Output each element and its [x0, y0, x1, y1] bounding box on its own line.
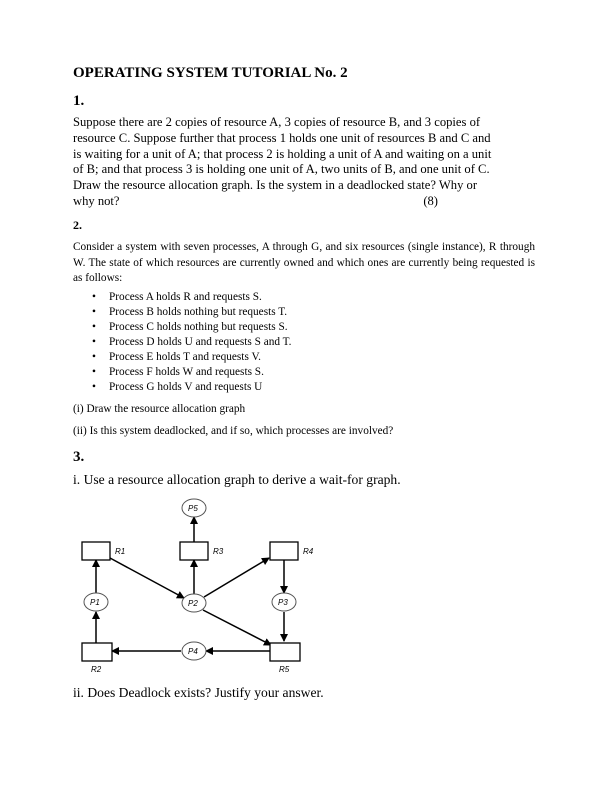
- process-label-p3: P3: [278, 598, 288, 607]
- process-label-p4: P4: [188, 647, 198, 656]
- question-3-number: 3.: [73, 449, 85, 465]
- resource-label-r4: R4: [303, 547, 314, 556]
- question-3-part-ii: ii. Does Deadlock exists? Justify your answer.: [73, 685, 324, 700]
- list-item: • Process G holds V and requests U: [92, 380, 292, 395]
- list-item: • Process D holds U and requests S and T.: [92, 335, 292, 350]
- list-item: • Process A holds R and requests S.: [92, 290, 292, 305]
- question-1-number: 1.: [73, 93, 85, 109]
- list-item: • Process E holds T and requests V.: [92, 350, 292, 365]
- list-item: • Process F holds W and requests S.: [92, 365, 292, 380]
- resource-r1-box: [82, 542, 110, 560]
- process-label-p1: P1: [90, 598, 100, 607]
- question-2-part-i: (i) Draw the resource allocation graph: [73, 403, 246, 415]
- resource-label-r1: R1: [115, 547, 126, 556]
- resource-r3-box: [180, 542, 208, 560]
- question-1-line: Suppose there are 2 copies of resource A, 3 copies of resource B, and 3 copies of: [73, 115, 481, 129]
- question-2-part-ii: (ii) Is this system deadlocked, and if so, which processes are involved?: [73, 425, 394, 437]
- graph-edges: [96, 517, 284, 651]
- question-1-line: Draw the resource allocation graph. Is the system in a deadlocked state? Why or: [73, 178, 478, 193]
- edge-p2-r5: [203, 610, 271, 645]
- resource-label-r3: R3: [213, 547, 224, 556]
- question-2-number: 2.: [73, 218, 82, 232]
- resource-r4-box: [270, 542, 298, 560]
- process-label-p2: P2: [188, 599, 198, 608]
- edge-p2-r4: [204, 558, 269, 597]
- list-item: • Process B holds nothing but requests T.: [92, 305, 292, 320]
- resource-r2-box: [82, 643, 112, 661]
- question-1-last-line: why not?: [73, 193, 120, 208]
- list-item: • Process C holds nothing but requests S.: [92, 320, 292, 335]
- question-2-intro: Consider a system with seven processes, A through G, and six resources (single instance), R through W. The state of which resources are currently owned and which ones are currently being requested is as follows:: [73, 241, 535, 284]
- edge-r1-p2: [110, 558, 184, 598]
- question-1-marks: (8): [423, 193, 438, 208]
- question-1-line: resource C. Suppose further that process 1 holds one unit of resources B and C and: [73, 130, 491, 145]
- resource-r5-box: [270, 643, 300, 661]
- resource-label-r2: R2: [91, 665, 102, 674]
- resource-label-r5: R5: [279, 665, 290, 674]
- question-3-part-i: i. Use a resource allocation graph to derive a wait-for graph.: [73, 472, 401, 487]
- document-title: OPERATING SYSTEM TUTORIAL No. 2: [73, 65, 348, 81]
- question-1-line: is waiting for a unit of A; that process 2 is holding a unit of A and waiting on a unit: [73, 146, 492, 161]
- process-label-p5: P5: [188, 504, 198, 513]
- question-1-line: of B; and that process 3 is holding one unit of A, two units of B, and one unit of C.: [73, 162, 490, 177]
